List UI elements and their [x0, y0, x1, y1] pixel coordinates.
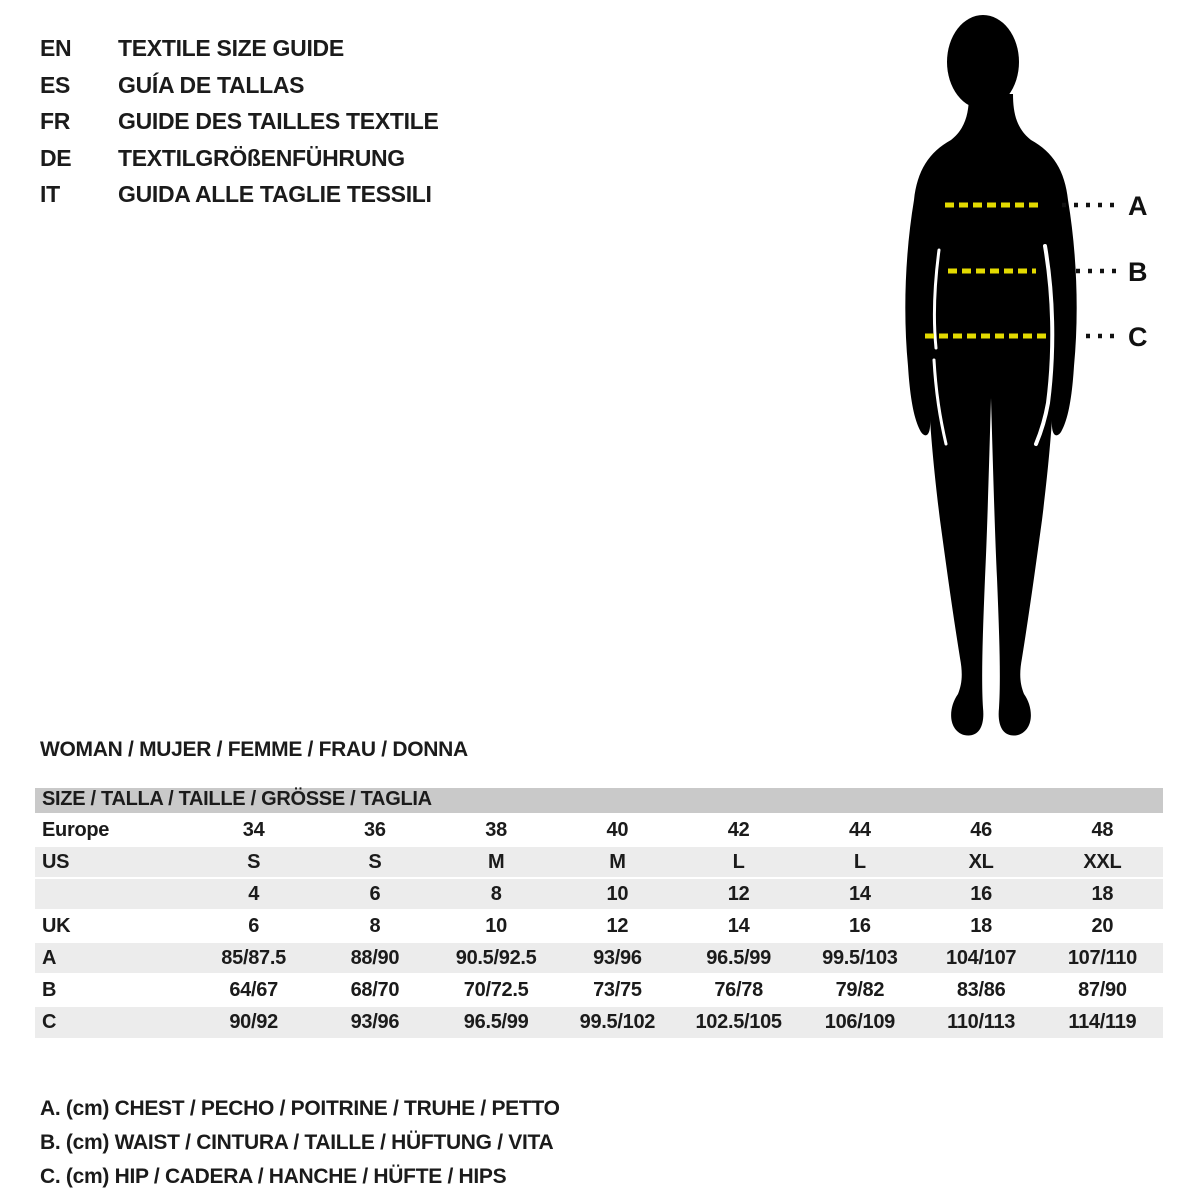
size-cell: 10: [557, 878, 678, 910]
language-code: ES: [40, 71, 71, 98]
silhouette-body: [905, 94, 1076, 735]
size-cell: M: [557, 846, 678, 878]
row-label: Europe: [35, 814, 193, 846]
size-cell: 14: [678, 910, 799, 942]
size-cell: 110/113: [921, 1006, 1042, 1038]
size-cell: 106/109: [799, 1006, 920, 1038]
size-cell: S: [193, 846, 314, 878]
guide-title: TEXTILGRÖßENFÜHRUNG: [118, 144, 405, 171]
size-cell: 4: [193, 878, 314, 910]
size-cell: XL: [921, 846, 1042, 878]
language-row-de: [40, 140, 439, 177]
table-row-waist: [35, 974, 1163, 1006]
size-cell: XXL: [1042, 846, 1163, 878]
size-cell: 8: [436, 878, 557, 910]
language-code: FR: [40, 108, 71, 134]
language-title-list: [40, 30, 439, 213]
size-table-wrap: [35, 788, 1163, 1038]
size-cell: 99.5/103: [799, 942, 920, 974]
size-cell: L: [678, 846, 799, 878]
table-row-us-letters: [35, 846, 1163, 878]
guide-title: GUIDA ALLE TAGLIE TESSILI: [118, 181, 432, 207]
guide-title: TEXTILE SIZE GUIDE: [118, 35, 344, 61]
size-cell: 83/86: [921, 974, 1042, 1006]
language-row-es: [40, 67, 439, 104]
row-label: A: [35, 942, 193, 974]
legend-chest: A. (cm) CHEST / PECHO / POITRINE / TRUHE / PETTO: [40, 1097, 560, 1120]
row-label: UK: [35, 910, 193, 942]
size-cell: 18: [921, 910, 1042, 942]
gender-section-title: WOMAN / MUJER / FEMME / FRAU / DONNA: [40, 738, 468, 761]
row-label: B: [35, 974, 193, 1006]
size-cell: M: [436, 846, 557, 878]
size-cell: 96.5/99: [436, 1006, 557, 1038]
size-cell: S: [314, 846, 435, 878]
size-cell: 93/96: [314, 1006, 435, 1038]
size-cell: 36: [314, 814, 435, 846]
size-cell: 85/87.5: [193, 942, 314, 974]
size-cell: 70/72.5: [436, 974, 557, 1006]
row-label: US: [35, 846, 193, 878]
size-cell: 10: [436, 910, 557, 942]
legend-waist: B. (cm) WAIST / CINTURA / TAILLE / HÜFTUNG / VITA: [40, 1131, 554, 1154]
size-cell: 90/92: [193, 1006, 314, 1038]
waist-measure-label: B: [1128, 257, 1148, 287]
guide-title: GUÍA DE TALLAS: [118, 71, 305, 98]
size-cell: 48: [1042, 814, 1163, 846]
size-table-header: SIZE / TALLA / TAILLE / GRÖSSE / TAGLIA: [35, 788, 1163, 814]
size-cell: 88/90: [314, 942, 435, 974]
row-label: C: [35, 1006, 193, 1038]
chest-measure-label: A: [1128, 191, 1148, 221]
woman-silhouette-svg: [890, 8, 1160, 740]
size-cell: 68/70: [314, 974, 435, 1006]
size-cell: 12: [678, 878, 799, 910]
size-cell: 6: [193, 910, 314, 942]
woman-silhouette-figure: [890, 8, 1160, 740]
language-code: DE: [40, 144, 72, 171]
table-row-uk: [35, 910, 1163, 942]
legend-hip: C. (cm) HIP / CADERA / HANCHE / HÜFTE / HIPS: [40, 1165, 507, 1188]
size-cell: 73/75: [557, 974, 678, 1006]
size-cell: 64/67: [193, 974, 314, 1006]
guide-title: GUIDE DES TAILLES TEXTILE: [118, 108, 439, 134]
size-cell: 90.5/92.5: [436, 942, 557, 974]
size-cell: 76/78: [678, 974, 799, 1006]
size-cell: 20: [1042, 910, 1163, 942]
size-cell: 79/82: [799, 974, 920, 1006]
language-code: EN: [40, 35, 72, 61]
size-table-header-row: [35, 788, 1163, 814]
size-cell: 8: [314, 910, 435, 942]
size-cell: 102.5/105: [678, 1006, 799, 1038]
language-row-fr: [40, 103, 439, 140]
row-label: [35, 878, 193, 910]
size-cell: 107/110: [1042, 942, 1163, 974]
size-cell: 14: [799, 878, 920, 910]
table-row-chest: [35, 942, 1163, 974]
size-cell: L: [799, 846, 920, 878]
size-cell: 87/90: [1042, 974, 1163, 1006]
size-cell: 16: [799, 910, 920, 942]
language-code: IT: [40, 181, 60, 207]
size-cell: 6: [314, 878, 435, 910]
size-cell: 44: [799, 814, 920, 846]
language-row-en: [40, 30, 439, 67]
size-cell: 42: [678, 814, 799, 846]
table-row-europe: [35, 814, 1163, 846]
size-cell: 46: [921, 814, 1042, 846]
size-cell: 99.5/102: [557, 1006, 678, 1038]
size-cell: 16: [921, 878, 1042, 910]
table-row-hip: [35, 1006, 1163, 1038]
size-cell: 12: [557, 910, 678, 942]
size-cell: 38: [436, 814, 557, 846]
size-table: [35, 788, 1163, 1038]
hip-measure-label: C: [1128, 322, 1148, 352]
measurement-legend: [40, 1092, 560, 1194]
size-cell: 40: [557, 814, 678, 846]
size-cell: 34: [193, 814, 314, 846]
size-cell: 104/107: [921, 942, 1042, 974]
size-cell: 93/96: [557, 942, 678, 974]
size-cell: 18: [1042, 878, 1163, 910]
language-row-it: [40, 176, 439, 213]
size-cell: 96.5/99: [678, 942, 799, 974]
table-row-us-numbers: [35, 878, 1163, 910]
size-cell: 114/119: [1042, 1006, 1163, 1038]
